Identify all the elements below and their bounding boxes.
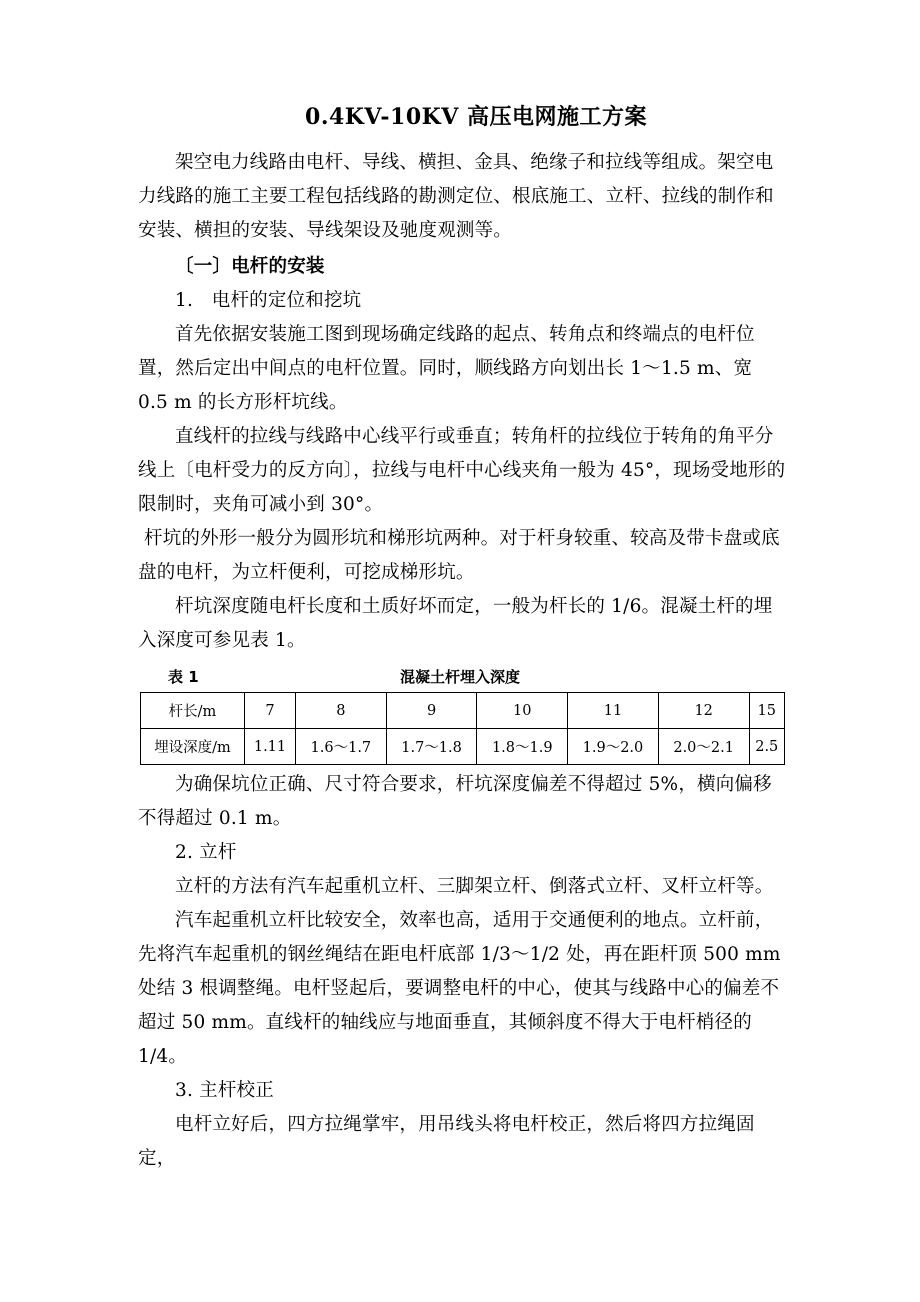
- paragraph-guy-wire: 直线杆的拉线与线路中心线平行或垂直；转角杆的拉线位于转角的角平分线上〔电杆受力的反方向〕，拉线与电杆中心线夹角一般为 45°，现场受地形的限制时，夹角可减小到 30°。: [138, 426, 786, 515]
- table-cell: 7: [245, 693, 296, 729]
- table-label: 表 1: [168, 668, 199, 686]
- table-cell: 杆长/m: [141, 693, 245, 729]
- table-cell: 10: [477, 693, 568, 729]
- depth-table: [140, 692, 785, 765]
- paragraph-erection-methods: 立杆的方法有汽车起重机立杆、三脚架立杆、倒落式立杆、叉杆立杆等。: [175, 876, 774, 897]
- table-cell: 1.9～2.0: [568, 729, 659, 765]
- paragraph-crane-erection: 汽车起重机立杆比较安全，效率也高，适用于交通便利的地点。立杆前，先将汽车起重机的钢丝绳结在距电杆底部 1/3～1/2 处，再在距杆顶 500 mm 处结 3 根调整绳。电杆竖起后，要调整电杆的中心，使其与线路中心的偏差不超过 50 mm。直线杆的轴线应与地面垂直，其倾斜度不得大于电杆梢径的 1/4。: [138, 910, 781, 1067]
- table-cell: 12: [658, 693, 749, 729]
- paragraph-tolerance: 为确保坑位正确、尺寸符合要求，杆坑深度偏差不得超过 5%，横向偏移不得超过 0.1 m。: [138, 774, 772, 829]
- table-cell: 15: [749, 693, 784, 729]
- paragraph-positioning: 首先依据安装施工图到现场确定线路的起点、转角点和终端点的电杆位置，然后定出中间点的电杆位置。同时，顺线路方向划出长 1～1.5 m、宽 0.5 m 的长方形杆坑线。: [138, 324, 755, 413]
- table-cell: 1.11: [245, 729, 296, 765]
- section-heading-pole-installation: 〔一〕电杆的安装: [175, 256, 325, 277]
- paragraph-pit-shape: 杆坑的外形一般分为圆形坑和梯形坑两种。对于杆身较重、较高及带卡盘或底盘的电杆，为立杆便利，可挖成梯形坑。: [138, 528, 780, 583]
- document-body: [138, 146, 788, 1176]
- table-row: [141, 693, 785, 729]
- table-cell: 1.6～1.7: [296, 729, 387, 765]
- table-row: [141, 729, 785, 765]
- paragraph-pit-depth: 杆坑深度随电杆长度和土质好坏而定，一般为杆长的 1/6。混凝土杆的埋入深度可参见表 1。: [138, 596, 773, 651]
- table-cell: 2.5: [749, 729, 784, 765]
- table-cell: 1.8～1.9: [477, 729, 568, 765]
- table-title: 混凝土杆埋入深度: [400, 668, 521, 686]
- intro-paragraph: 架空电力线路由电杆、导线、横担、金具、绝缘子和拉线等组成。架空电力线路的施工主要工程包括线路的勘测定位、根底施工、立杆、拉线的制作和安装、横担的安装、导线架设及驰度观测等。: [138, 152, 774, 241]
- table-caption: [138, 662, 788, 692]
- table-cell: 11: [568, 693, 659, 729]
- subheading-pole-correction: 3. 主杆校正: [175, 1080, 274, 1101]
- subheading-pole-erection: 2. 立杆: [175, 842, 237, 863]
- table-cell: 8: [296, 693, 387, 729]
- table-cell: 9: [386, 693, 477, 729]
- table-cell: 1.7～1.8: [386, 729, 477, 765]
- paragraph-correction: 电杆立好后，四方拉绳掌牢，用吊线头将电杆校正，然后将四方拉绳固定，: [138, 1114, 755, 1169]
- document-title: 0.4KV-10KV 高压电网施工方案: [305, 104, 647, 130]
- table-cell: 埋设深度/m: [141, 729, 245, 765]
- subheading-positioning: 1. 电杆的定位和挖坑: [175, 290, 362, 311]
- table-cell: 2.0～2.1: [658, 729, 749, 765]
